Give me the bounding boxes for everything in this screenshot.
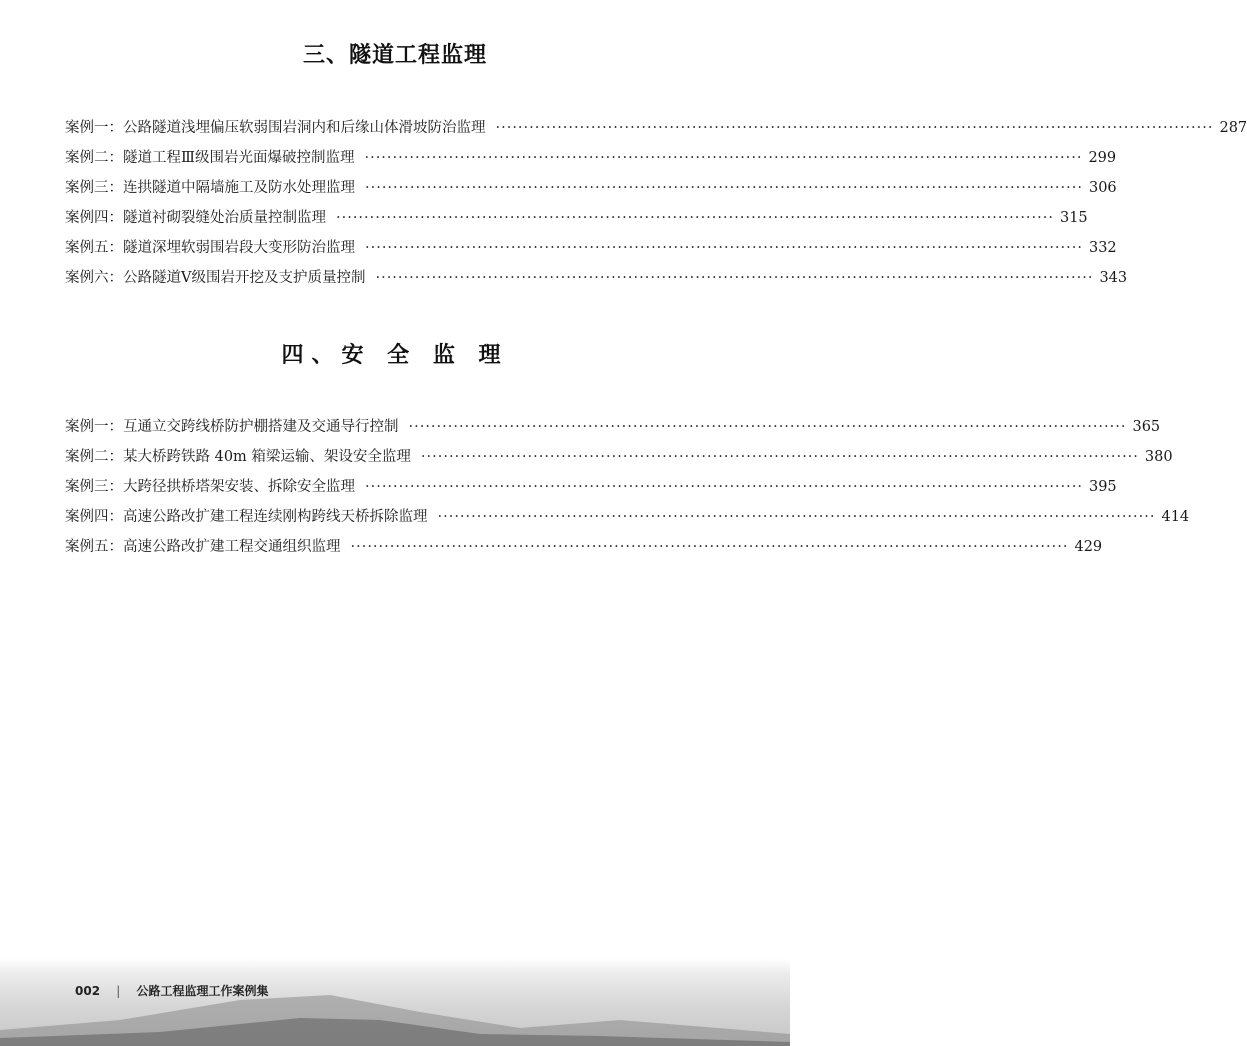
- toc-entry: [65, 116, 1247, 146]
- case-label: 案例一：: [65, 120, 123, 136]
- case-title: 高速公路改扩建工程连续刚构跨线天桥拆除监理: [123, 509, 428, 525]
- toc-list-safety: [65, 415, 1190, 565]
- case-label: 案例五：: [65, 240, 123, 256]
- case-label: 案例五：: [65, 539, 123, 555]
- toc-entry: [65, 176, 1117, 206]
- case-label: 案例四：: [65, 210, 123, 226]
- footer-page-number: 002: [75, 984, 101, 998]
- case-title: 大跨径拱桥塔架安装、拆除安全监理: [123, 479, 355, 495]
- case-title: 公路隧道Ⅴ级围岩开挖及支护质量控制: [123, 270, 366, 286]
- case-label: 案例二：: [65, 449, 123, 465]
- case-title: 隧道衬砌裂缝处治质量控制监理: [123, 210, 326, 226]
- toc-list-tunnel: [65, 116, 1247, 296]
- toc-entry: [65, 445, 1173, 475]
- case-title: 连拱隧道中隔墙施工及防水处理监理: [123, 180, 355, 196]
- page-number: 306: [1088, 180, 1117, 196]
- leader-dots: [409, 419, 1127, 435]
- page-number: 315: [1059, 210, 1088, 226]
- toc-entry: [65, 206, 1088, 236]
- case-label: 案例六：: [65, 270, 123, 286]
- toc-entry: [65, 475, 1117, 505]
- leader-dots: [438, 509, 1156, 525]
- page-number: 332: [1088, 240, 1117, 256]
- toc-entry: [65, 146, 1117, 176]
- case-label: 案例三：: [65, 180, 123, 196]
- toc-entry: [65, 266, 1128, 296]
- toc-entry: [65, 236, 1117, 266]
- leader-dots: [336, 210, 1054, 226]
- case-label: 案例二：: [65, 150, 123, 166]
- section-title-safety: 四、安 全 监 理: [281, 343, 509, 368]
- case-title: 互通立交跨线桥防护棚搭建及交通导行控制: [123, 419, 399, 435]
- page-number: 343: [1099, 270, 1128, 286]
- leader-dots: [421, 449, 1139, 465]
- leader-dots: [365, 240, 1083, 256]
- case-title: 某大桥跨铁路 40m 箱梁运输、架设安全监理: [123, 449, 411, 465]
- page-number: 365: [1132, 419, 1161, 435]
- page-footer: [75, 982, 281, 999]
- case-title: 高速公路改扩建工程交通组织监理: [123, 539, 341, 555]
- page-number: 429: [1074, 539, 1103, 555]
- leader-dots: [364, 150, 1082, 166]
- page-number: 395: [1088, 479, 1117, 495]
- page-number: 380: [1144, 449, 1173, 465]
- toc-entry: [65, 505, 1190, 535]
- footer-separator: |: [116, 984, 121, 998]
- leader-dots: [351, 539, 1069, 555]
- case-label: 案例一：: [65, 419, 123, 435]
- toc-entry: [65, 415, 1161, 445]
- case-title: 隧道工程Ⅲ级围岩光面爆破控制监理: [123, 150, 355, 166]
- case-title: 隧道深埋软弱围岩段大变形防治监理: [123, 240, 355, 256]
- page-number: 287: [1219, 120, 1247, 136]
- section-title-tunnel: 三、隧道工程监理: [302, 43, 487, 68]
- case-label: 案例四：: [65, 509, 123, 525]
- leader-dots: [496, 120, 1214, 136]
- toc-entry: [65, 535, 1103, 565]
- footer-book-title: 公路工程监理工作案例集: [136, 984, 269, 998]
- page-number: 299: [1088, 150, 1117, 166]
- case-title: 公路隧道浅埋偏压软弱围岩洞内和后缘山体滑坡防治监理: [123, 120, 486, 136]
- leader-dots: [375, 270, 1093, 286]
- leader-dots: [365, 180, 1083, 196]
- page-number: 414: [1161, 509, 1190, 525]
- leader-dots: [365, 479, 1083, 495]
- case-label: 案例三：: [65, 479, 123, 495]
